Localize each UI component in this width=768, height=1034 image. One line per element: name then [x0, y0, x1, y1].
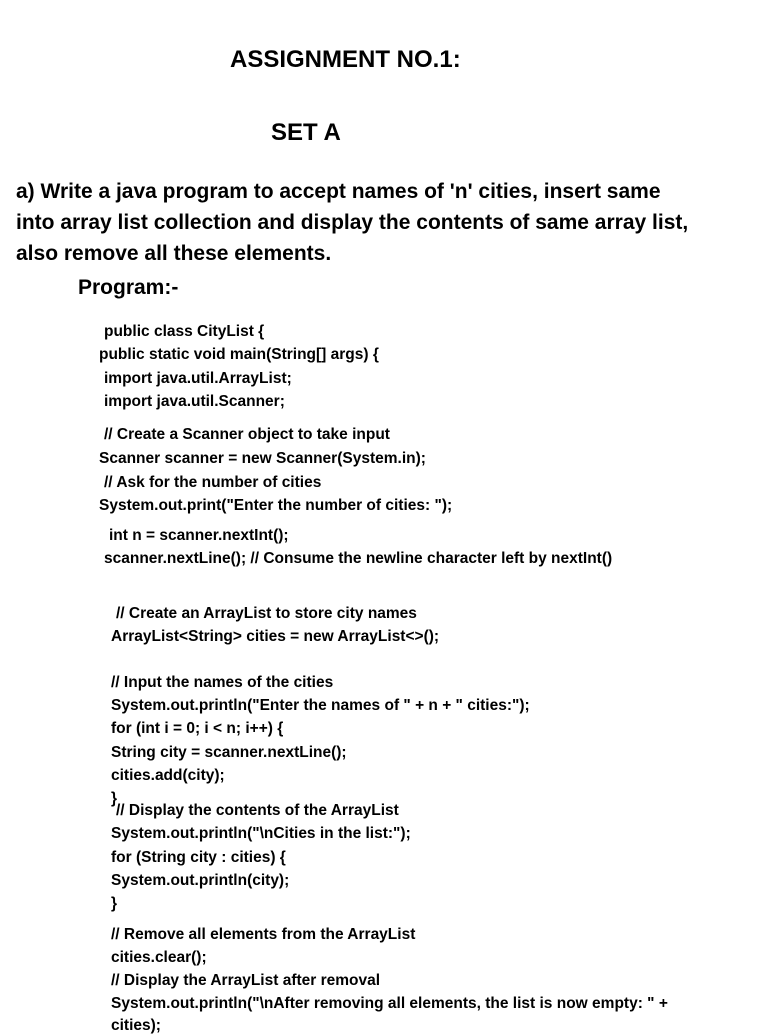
code-line: Scanner scanner = new Scanner(System.in);	[99, 450, 426, 467]
code-line: import java.util.Scanner;	[104, 393, 285, 410]
question-line-3: also remove all these elements.	[16, 242, 332, 265]
code-line: for (String city : cities) {	[111, 849, 286, 866]
set-heading: SET A	[271, 119, 341, 146]
code-line: import java.util.ArrayList;	[104, 370, 292, 387]
code-line: cities.clear();	[111, 949, 207, 966]
code-line: System.out.print("Enter the number of cities: ");	[99, 497, 453, 514]
code-line: scanner.nextLine(); // Consume the newline character left by nextInt()	[104, 550, 613, 567]
code-line: // Create a Scanner object to take input	[104, 426, 390, 443]
question-line-1: a) Write a java program to accept names of 'n' cities, insert same	[16, 180, 661, 203]
question-line-2: into array list collection and display the contents of same array list,	[16, 211, 689, 234]
code-line: // Ask for the number of cities	[104, 474, 322, 491]
code-line: int n = scanner.nextInt();	[109, 527, 289, 544]
program-label: Program:-	[78, 276, 179, 299]
code-line: public class CityList {	[104, 323, 265, 340]
code-line: // Display the ArrayList after removal	[111, 972, 381, 989]
code-line: System.out.println("\nAfter removing all elements, the list is now empty: " +	[111, 995, 668, 1012]
code-line: ArrayList<String> cities = new ArrayList<>();	[111, 628, 440, 645]
code-line: String city = scanner.nextLine();	[111, 744, 347, 761]
assignment-title: ASSIGNMENT NO.1:	[230, 46, 461, 73]
code-line: }	[111, 790, 118, 807]
code-line: // Remove all elements from the ArrayList	[111, 926, 416, 943]
code-line: System.out.println("\nCities in the list:");	[111, 825, 411, 842]
code-line: public static void main(String[] args) {	[99, 346, 379, 363]
code-line: // Create an ArrayList to store city names	[116, 605, 417, 622]
code-line: // Input the names of the cities	[111, 674, 334, 691]
code-line: cities.add(city);	[111, 767, 225, 784]
code-line: for (int i = 0; i < n; i++) {	[111, 720, 284, 737]
code-line: cities);	[111, 1017, 161, 1034]
code-line: }	[111, 895, 118, 912]
code-line: System.out.println("Enter the names of " + n + " cities:");	[111, 697, 530, 714]
code-line: System.out.println(city);	[111, 872, 290, 889]
code-line: // Display the contents of the ArrayList	[116, 802, 399, 819]
